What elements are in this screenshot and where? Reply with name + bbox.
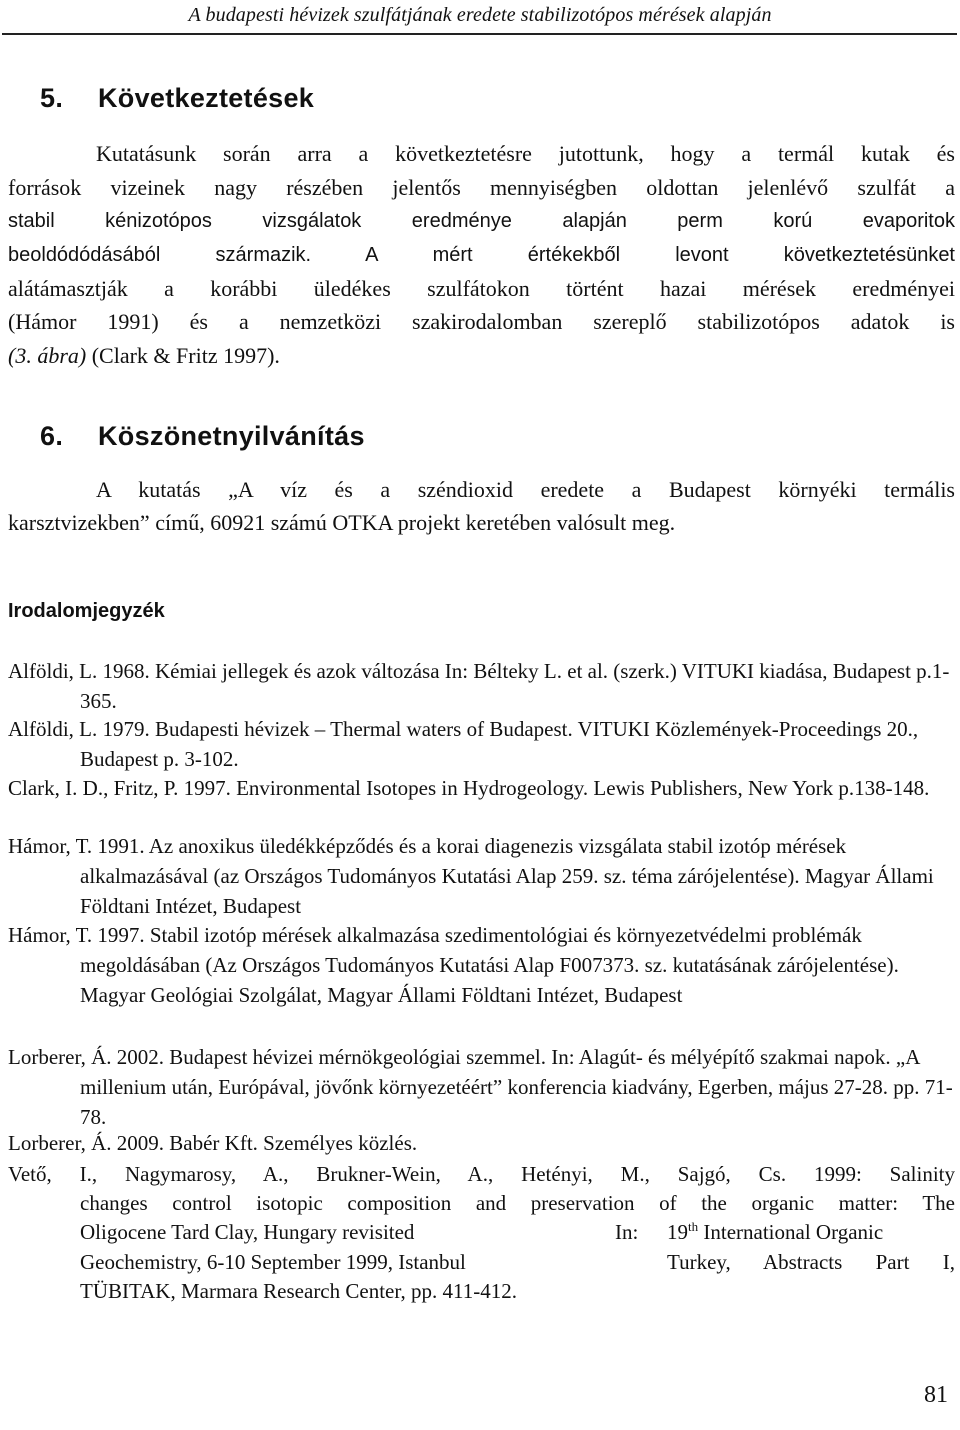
section-5-last-line <box>8 342 280 370</box>
reference-item: Lorberer, Á. 2002. Budapest hévizei mérnökgeológiai szemmel. In: Alagút- és mélyépítő szakmai napok. „A millenium után, Európával, jövőnk környezetéért” konferencia kiadvány, Egerben, május 27-28. pp. 71-78. <box>8 1045 953 1129</box>
page-number: 81 <box>924 1382 948 1408</box>
figure-reference: (3. ábra) <box>8 343 87 368</box>
reference-item: Alföldi, L. 1979. Budapesti hévizek – Thermal waters of Budapest. VITUKI Közlemények-Proceedings 20., Budapest p. 3-102. <box>8 717 919 771</box>
references-heading: Irodalomjegyzék <box>8 600 165 622</box>
reference-item: Hámor, T. 1991. Az anoxikus üledékképződés és a korai diagenezis vizsgálata stabil izotóp mérések alkalmazásával (az Országos Tudományos Kutatási Alap 259. sz. téma zárójelentése). Magyar Állami Földtani Intézet, Budapest <box>8 834 934 918</box>
reference-veto-line: changes control isotopic composition and preservation of the organic matter: The <box>80 1191 955 1215</box>
ordinal-suffix: th <box>688 1219 699 1234</box>
section-5-line: alátámasztják a korábbi üledékes szulfátokon történt hazai mérések eredményei <box>8 276 955 301</box>
header-rule <box>2 33 957 35</box>
reference-veto-line: TÜBITAK, Marmara Research Center, pp. 411-412. <box>80 1279 517 1303</box>
section-5-line: források vizeinek nagy részében jelentős mennyiségben oldottan jelenlévő szulfát a <box>8 175 955 200</box>
reference-veto-in: In: <box>615 1220 639 1244</box>
section-6-line: A kutatás „A víz és a széndioxid eredete a Budapest környéki termális <box>96 477 955 502</box>
reference-veto-line-right: Turkey, Abstracts Part I, <box>667 1250 955 1274</box>
reference-item: Clark, I. D., Fritz, P. 1997. Environmental Isotopes in Hydrogeology. Lewis Publishers, New York p.138-148. <box>8 776 930 800</box>
reference-veto-line-left: Geochemistry, 6-10 September 1999, Istanbul <box>80 1250 466 1274</box>
section-5-line: beoldódódásából származik. A mért értékekből levont következtetésünket <box>8 244 955 266</box>
reference-veto-line3-right <box>667 1218 883 1246</box>
section-6-title: Köszönetnyilvánítás <box>98 421 365 451</box>
citation-text: (Clark & Fritz 1997). <box>86 343 280 368</box>
reference-item: Hámor, T. 1997. Stabil izotóp mérések alkalmazása szedimentológiai és környezetvédelmi problémák megoldásában (Az Országos Tudományos Kutatási Alap F007373. sz. kutatásának zárójelentése). Magyar Geológiai Szolgálat, Magyar Állami Földtani Intézet, Budapest <box>8 923 899 1007</box>
reference-item: Alföldi, L. 1968. Kémiai jellegek és azok változása In: Bélteky L. et al. (szerk.) VITUKI kiadása, Budapest p.1-365. <box>8 659 950 713</box>
running-header: A budapesti hévizek szulfátjának eredete stabilizotópos mérések alapján <box>188 4 772 26</box>
reference-veto-line: Vető, I., Nagymarosy, A., Brukner-Wein, A., Hetényi, M., Sajgó, Cs. 1999: Salinity <box>8 1162 955 1186</box>
section-6-number: 6. <box>40 421 64 451</box>
edition-number: 19 <box>667 1220 688 1244</box>
section-5-line: Kutatásunk során arra a következtetésre jutottunk, hogy a termál kutak és <box>96 141 955 166</box>
conference-name: International Organic <box>698 1220 884 1244</box>
section-5-line: stabil kénizotópos vizsgálatok eredménye alapján perm korú evaporitok <box>8 210 955 232</box>
reference-veto-line-left: Oligocene Tard Clay, Hungary revisited <box>80 1220 415 1244</box>
section-5-line: (Hámor 1991) és a nemzetközi szakirodalomban szereplő stabilizotópos adatok is <box>8 309 955 334</box>
reference-item: Lorberer, Á. 2009. Babér Kft. Személyes közlés. <box>8 1131 418 1155</box>
section-5-heading <box>40 82 314 114</box>
section-6-line: karsztvizekben” című, 60921 számú OTKA projekt keretében valósult meg. <box>8 510 676 535</box>
section-5-number: 5. <box>40 83 64 113</box>
section-6-heading <box>40 420 365 452</box>
section-5-title: Következtetések <box>98 83 315 113</box>
